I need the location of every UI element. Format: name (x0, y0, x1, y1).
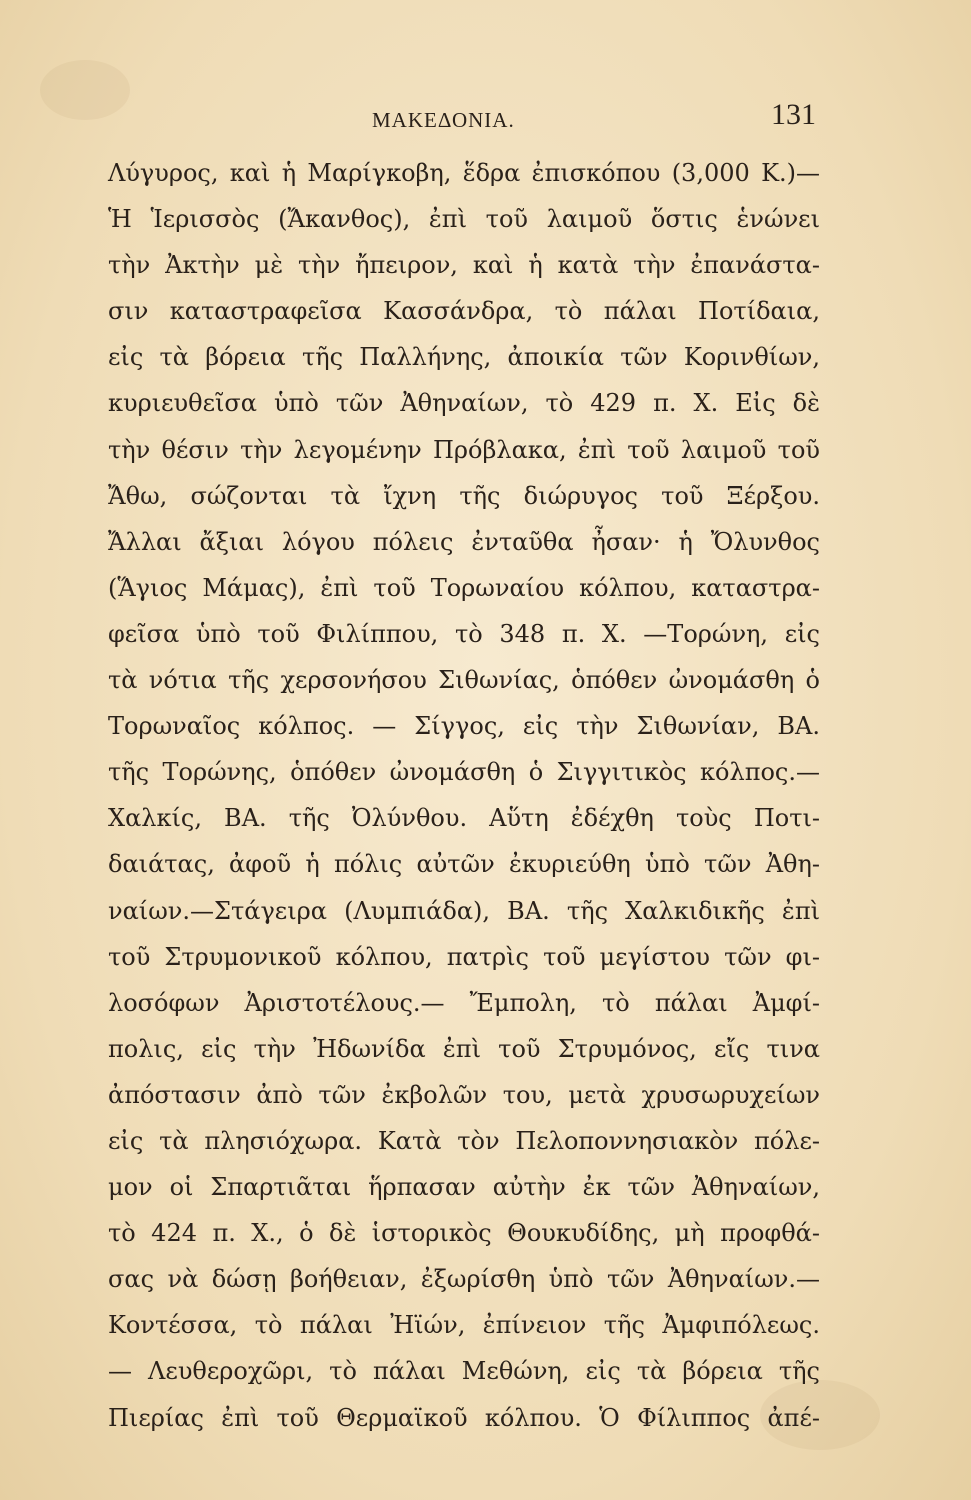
text-line: πολις, εἰς τὴν Ἠδωνίδα ἐπὶ τοῦ Στρυμόνος, εἴς τινα (108, 1034, 820, 1063)
text-line: ναίων.—Στάγειρα (Λυμπιάδα), ΒΑ. τῆς Χαλκιδικῆς ἐπὶ (108, 896, 820, 925)
text-line: (Ἅγιος Μάμας), ἐπὶ τοῦ Τορωναίου κόλπου, καταστρα- (108, 573, 820, 602)
text-line: λοσόφων Ἀριστοτέλους.— Ἔμπολη, τὸ πάλαι Ἀμφί- (108, 988, 820, 1017)
text-line: τὴν Ἀκτὴν μὲ τὴν ἤπειρον, καὶ ἡ κατὰ τὴν ἐπανάστα- (108, 251, 820, 280)
text-line: Πιερίας ἐπὶ τοῦ Θερμαϊκοῦ κόλπου. Ὁ Φίλιππος ἀπέ- (108, 1403, 820, 1432)
text-line: εἰς τὰ πλησιόχωρα. Κατὰ τὸν Πελοποννησιακὸν πόλε- (108, 1126, 820, 1155)
text-line: Ἄθω, σώζονται τὰ ἴχνη τῆς διώρυγος τοῦ Ξέρξου. (108, 481, 820, 510)
text-line: τῆς Τορώνης, ὁπόθεν ὠνομάσθη ὁ Σιγγιτικὸς κόλπος.— (108, 758, 820, 787)
text-line: κυριευθεῖσα ὑπὸ τῶν Ἀθηναίων, τὸ 429 π. Χ. Εἰς δὲ (108, 389, 820, 418)
text-line: τοῦ Στρυμονικοῦ κόλπου, πατρὶς τοῦ μεγίστου τῶν φι- (108, 942, 820, 971)
text-line: Κοντέσσα, τὸ πάλαι Ἠϊών, ἐπίνειον τῆς Ἀμφιπόλεως. (108, 1311, 820, 1340)
text-line: Ἡ Ἱερισσὸς (Ἄκανθος), ἐπὶ τοῦ λαιμοῦ ὅστις ἑνώνει (108, 205, 820, 234)
running-title: ΜΑΚΕΔΟΝΙΑ. (372, 108, 515, 132)
text-line: Χαλκίς, ΒΑ. τῆς Ὀλύνθου. Αὕτη ἐδέχθη τοὺς Ποτι- (108, 804, 820, 833)
text-line: — Λευθεροχῶρι, τὸ πάλαι Μεθώνη, εἰς τὰ βόρεια τῆς (108, 1357, 820, 1386)
text-line: σας νὰ δώσῃ βοήθειαν, ἐξωρίσθη ὑπὸ τῶν Ἀθηναίων.— (108, 1265, 820, 1294)
text-line: μον οἱ Σπαρτιᾶται ἥρπασαν αὐτὴν ἐκ τῶν Ἀθηναίων, (108, 1173, 820, 1202)
text-line: ἀπόστασιν ἀπὸ τῶν ἐκβολῶν του, μετὰ χρυσωρυχείων (108, 1080, 820, 1109)
text-line: φεῖσα ὑπὸ τοῦ Φιλίππου, τὸ 348 π. Χ. —Τορώνη, εἰς (108, 619, 820, 648)
page-header (100, 98, 830, 142)
text-line: εἰς τὰ βόρεια τῆς Παλλήνης, ἀποικία τῶν Κορινθίων, (108, 343, 820, 372)
text-line: δαιάτας, ἀφοῦ ἡ πόλις αὐτῶν ἐκυριεύθη ὑπὸ τῶν Ἀθη- (108, 850, 820, 879)
text-line: σιν καταστραφεῖσα Κασσάνδρα, τὸ πάλαι Ποτίδαια, (108, 297, 820, 326)
text-line: τὴν θέσιν τὴν λεγομένην Πρόβλακα, ἐπὶ τοῦ λαιμοῦ τοῦ (108, 435, 820, 464)
text-line: Τορωναῖος κόλπος. — Σίγγος, εἰς τὴν Σιθωνίαν, ΒΑ. (108, 712, 820, 741)
page-number: 131 (771, 98, 816, 131)
body-text (108, 150, 820, 1441)
text-line: τὸ 424 π. Χ., ὁ δὲ ἱστορικὸς Θουκυδίδης, μὴ προφθά- (108, 1219, 820, 1248)
text-line: Λύγυρος, καὶ ἡ Μαρίγκοβη, ἕδρα ἐπισκόπου (3,000 Κ.)— (108, 159, 820, 187)
text-line: τὰ νότια τῆς χερσονήσου Σιθωνίας, ὁπόθεν ὠνομάσθη ὁ (108, 666, 820, 695)
text-line: Ἄλλαι ἄξιαι λόγου πόλεις ἐνταῦθα ἦσαν· ἡ Ὄλυνθος (108, 527, 820, 556)
